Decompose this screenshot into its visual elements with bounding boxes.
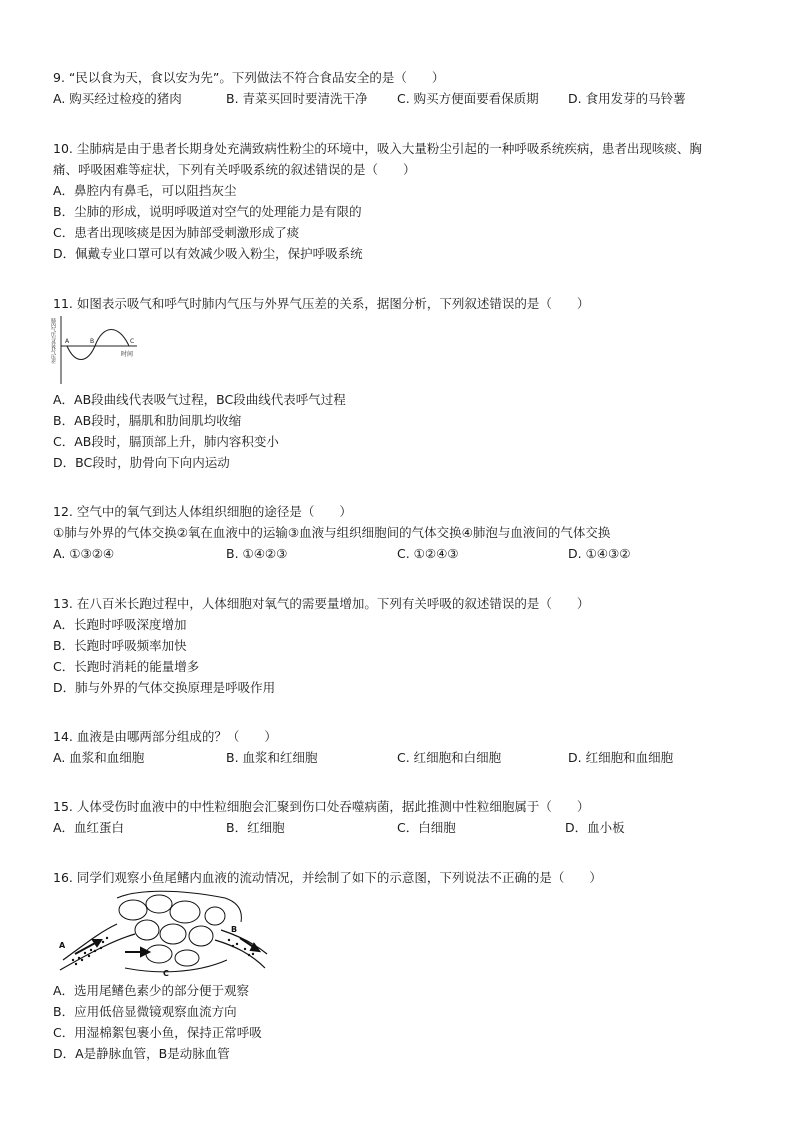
q15-stem: 15. 人体受伤时血液中的中性粒细胞会汇聚到伤口处吞噬病菌，据此推测中性粒细胞属于（ ） xyxy=(53,799,590,814)
q9-option-d: D. 食用发芽的马铃薯 xyxy=(568,91,686,106)
label-a: A xyxy=(59,941,66,950)
point-a-label: A xyxy=(65,338,70,345)
q10-option-b: B．尘肺的形成，说明呼吸道对空气的处理能力是有限的 xyxy=(53,204,362,219)
q12-option-b: B. ①④②③ xyxy=(226,546,288,561)
y-axis-label: 肺内气压与外界气压差 xyxy=(50,318,56,363)
q15-option-a: A．血红蛋白 xyxy=(53,820,125,835)
q13-option-d: D．肺与外界的气体交换原理是呼吸作用 xyxy=(53,680,276,695)
q12-option-d: D. ①④③② xyxy=(568,546,631,561)
point-b-label: B xyxy=(90,338,95,345)
label-b: B xyxy=(231,925,238,934)
q12-option-c: C. ①②④③ xyxy=(397,546,459,561)
q13-stem: 13. 在八百米长跑过程中，人体细胞对氧气的需要量增加。下列有关呼吸的叙述错误的是（ ） xyxy=(53,596,590,611)
q15-option-b: B．红细胞 xyxy=(226,820,285,835)
q12-pathway-list: ①肺与外界的气体交换②氧在血液中的运输③血液与组织细胞间的气体交换④肺泡与血液间的气体交换 xyxy=(53,525,611,540)
q9-option-b: B. 青菜买回时要清洗干净 xyxy=(226,91,368,106)
pressure-curve-figure xyxy=(50,312,143,387)
label-c: C xyxy=(163,969,169,978)
q16-option-a: A．选用尾鳍色素少的部分便于观察 xyxy=(53,983,250,998)
q11-option-b: B．AB段时，膈肌和肋间肌均收缩 xyxy=(53,413,242,428)
point-c-label: C xyxy=(130,338,135,345)
q12-stem: 12. 空气中的氧气到达人体组织细胞的途径是（ ） xyxy=(53,504,352,519)
q14-option-b: B. 血浆和红细胞 xyxy=(226,750,318,765)
q13-option-a: A．长跑时呼吸深度增加 xyxy=(53,617,187,632)
q10-stem-line1: 10. 尘肺病是由于患者长期身处充满致病性粉尘的环境中，吸入大量粉尘引起的一种呼吸系统疾病，患者出现咳痰、胸 xyxy=(53,141,702,156)
q13-option-c: C．长跑时消耗的能量增多 xyxy=(53,659,200,674)
q10-option-a: A．鼻腔内有鼻毛，可以阻挡灰尘 xyxy=(53,183,237,198)
q11-option-c: C．AB段时，膈顶部上升，肺内容积变小 xyxy=(53,434,279,449)
q15-option-d: D．血小板 xyxy=(565,820,625,835)
q9-option-a: A. 购买经过检疫的猪肉 xyxy=(53,91,182,106)
q10-option-d: D．佩戴专业口罩可以有效减少吸入粉尘，保护呼吸系统 xyxy=(53,246,363,261)
q10-option-c: C．患者出现咳痰是因为肺部受刺激形成了痰 xyxy=(53,225,300,240)
q12-option-a: A. ①③②④ xyxy=(53,546,115,561)
q11-option-d: D．BC段时，肋骨向下向内运动 xyxy=(53,455,230,470)
q14-option-d: D. 红细胞和血细胞 xyxy=(568,750,674,765)
q9-option-c: C. 购买方便面要看保质期 xyxy=(397,91,539,106)
capillary-diagram xyxy=(55,888,270,980)
q14-option-a: A. 血浆和血细胞 xyxy=(53,750,145,765)
q16-option-b: B．应用低倍显微镜观察血流方向 xyxy=(53,1004,237,1019)
x-axis-label: 时间 xyxy=(121,351,134,358)
q9-stem: 9. “民以食为天，食以安为先”。下列做法不符合食品安全的是（ ） xyxy=(53,70,445,85)
q11-stem: 11. 如图表示吸气和呼气时肺内气压与外界气压差的关系，据图分析，下列叙述错误的是（ ） xyxy=(53,296,590,311)
q13-option-b: B．长跑时呼吸频率加快 xyxy=(53,638,187,653)
q11-option-a: A．AB段曲线代表吸气过程，BC段曲线代表呼气过程 xyxy=(53,392,346,407)
q16-stem: 16. 同学们观察小鱼尾鳍内血液的流动情况，并绘制了如下的示意图，下列说法不正确的是（ ） xyxy=(53,870,602,885)
q10-stem-line2: 痛、呼吸困难等症状，下列有关呼吸系统的叙述错误的是（ ） xyxy=(53,162,416,177)
q14-option-c: C. 红细胞和白细胞 xyxy=(397,750,502,765)
q16-option-d: D．A是静脉血管，B是动脉血管 xyxy=(53,1046,230,1061)
q14-stem: 14. 血液是由哪两部分组成的？（ ） xyxy=(53,729,277,744)
q16-option-c: C．用湿棉絮包裹小鱼，保持正常呼吸 xyxy=(53,1025,262,1040)
q15-option-c: C．白细胞 xyxy=(397,820,456,835)
